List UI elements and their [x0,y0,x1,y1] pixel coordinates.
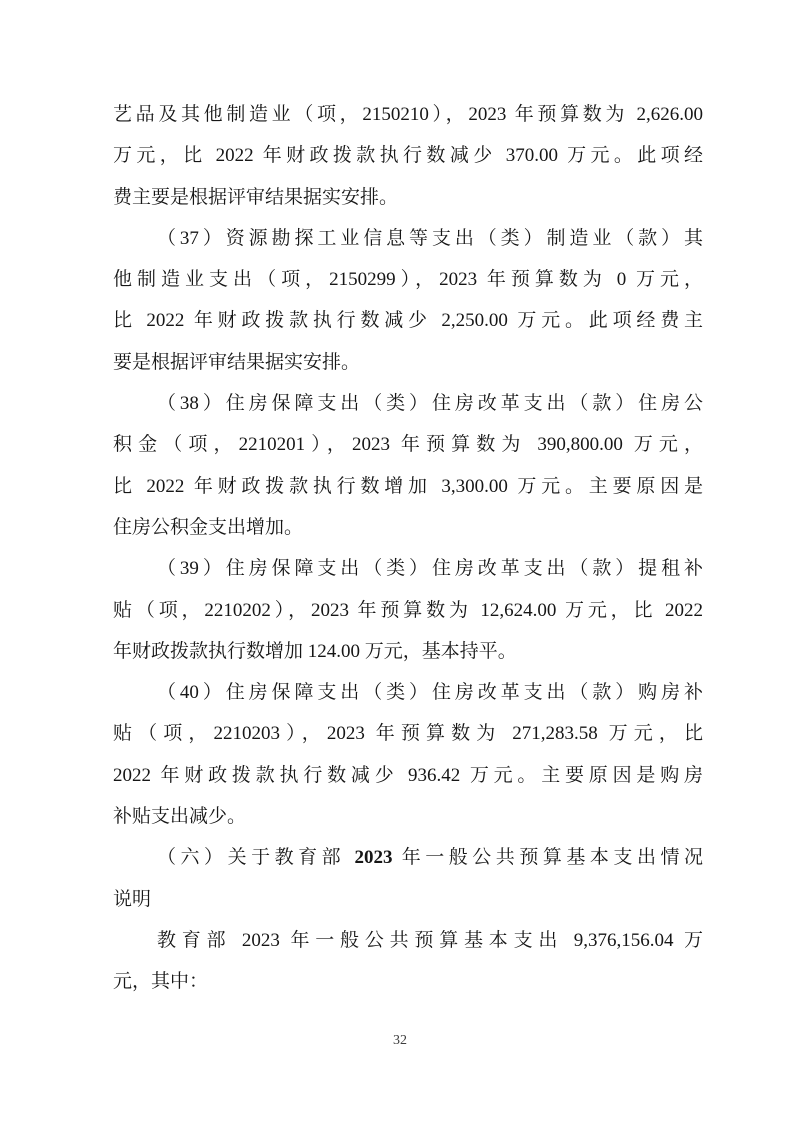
paragraph-item-40 [113,672,703,837]
text-line: 万元，比 2022 年财政拨款执行数减少 370.00 万元。此项经 [113,145,703,167]
text-line: （38）住房保障支出（类）住房改革支出（款）住房公 [157,393,703,415]
text-line: 贴（项，2210203），2023 年预算数为 271,283.58 万元，比 [113,723,703,745]
text-line: 要是根据评审结果据实安排。 [113,351,361,373]
paragraph-continuation [113,94,703,218]
paragraph-item-39 [113,548,703,672]
paragraph-item-38 [113,383,703,548]
page-number: 32 [393,1033,407,1048]
text-line: 积金（项，2210201），2023 年预算数为 390,800.00 万元， [113,434,703,456]
section-heading [113,837,703,920]
text-line: （39）住房保障支出（类）住房改革支出（款）提租补 [157,558,703,580]
text-line: 他制造业支出（项，2150299），2023 年预算数为 0 万元， [113,269,703,291]
paragraph-item-37 [113,218,703,383]
text-line: 艺品及其他制造业（项，2150210），2023 年预算数为 2,626.00 [113,104,703,125]
text-line: 比 2022 年财政拨款执行数减少 2,250.00 万元。此项经费主 [113,310,703,332]
heading-prefix: （六）关于教育部 [157,847,355,869]
text-line: 住房公积金支出增加。 [113,516,304,538]
heading-year: 2023 [354,847,393,869]
text-line: 年财政拨款执行数增加 124.00 万元，基本持平。 [113,640,517,662]
heading-suffix: 年一般公共预算基本支出情况 [392,847,703,869]
text-line [113,837,703,878]
text-line: 费主要是根据评审结果据实安排。 [113,186,399,208]
text-line: 比 2022 年财政拨款执行数增加 3,300.00 万元。主要原因是 [113,475,703,497]
document-body [113,94,703,1003]
text-line: 补贴支出减少。 [113,806,247,828]
text-line: 贴（项，2210202），2023 年预算数为 12,624.00 万元，比 2022 [113,599,703,621]
text-line: 教育部 2023 年一般公共预算基本支出 9,376,156.04 万 [157,929,703,951]
text-line: 2022 年财政拨款执行数减少 936.42 万元。主要原因是购房 [113,764,703,786]
text-line: 说明 [113,888,152,910]
text-line: （37）资源勘探工业信息等支出（类）制造业（款）其 [157,227,703,249]
paragraph-closing [113,920,703,1003]
text-line: 元，其中： [113,971,209,993]
text-line: （40）住房保障支出（类）住房改革支出（款）购房补 [157,682,703,704]
